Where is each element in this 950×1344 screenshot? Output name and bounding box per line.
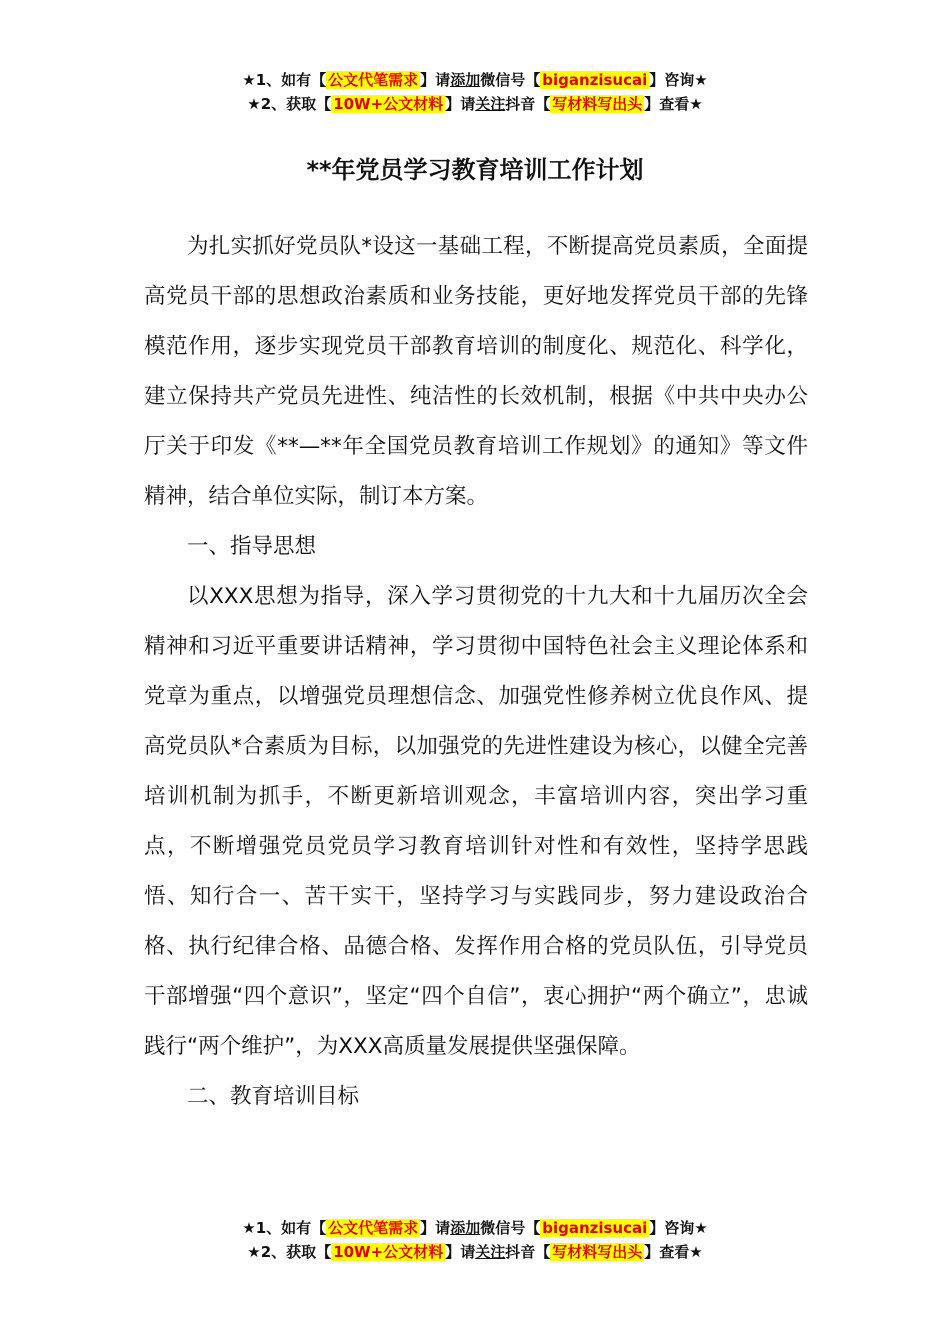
promo-underline: 关注 xyxy=(475,95,506,113)
promo-line-1 xyxy=(0,68,950,92)
promo-underline: 添加 xyxy=(450,1219,481,1237)
promo-highlight-wechat-id: biganzisucai xyxy=(542,1219,648,1237)
promo-highlight: 10W+公文材料 xyxy=(333,1243,444,1261)
promo-text: 微信号【 xyxy=(480,71,541,89)
promo-text: 】请 xyxy=(420,1219,451,1237)
promo-underline: 关注 xyxy=(475,1243,506,1261)
promo-text: ★2、获取【 xyxy=(247,95,332,113)
promo-text: ★1、如有【 xyxy=(242,1219,327,1237)
promo-highlight: 10W+公文材料 xyxy=(333,95,444,113)
promo-text: 】咨询★ xyxy=(649,1219,708,1237)
document-body xyxy=(144,222,808,1122)
promo-text: 】请 xyxy=(420,71,451,89)
promo-banner-top xyxy=(0,68,950,116)
promo-text: ★1、如有【 xyxy=(242,71,327,89)
section-heading-guiding-thought: 一、指导思想 xyxy=(187,534,317,559)
promo-text: ★2、获取【 xyxy=(247,1243,332,1261)
promo-highlight-douyin-id: 写材料写出头 xyxy=(552,95,643,113)
promo-highlight-wechat-id: biganzisucai xyxy=(542,71,648,89)
promo-text: 】查看★ xyxy=(644,1243,703,1261)
paragraph-guiding-thought: 以XXX思想为指导，深入学习贯彻党的十九大和十九届历次全会精神和习近平重要讲话精神，学习贯彻中国特色社会主义理论体系和党章为重点，以增强党员理想信念、加强党性修养树立优良作风、提高党员队*合素质为目标，以加强党的先进性建设为核心，以健全完善培训机制为抓手，不断更新培训观念，丰富培训内容，突出学习重点，不断增强党员党员学习教育培训针对性和有效性，坚持学思践悟、知行合一、苦干实干，坚持学习与实践同步，努力建设政治合格、执行纪律合格、品德合格、发挥作用合格的党员队伍，引导党员干部增强“四个意识”，坚定“四个自信”，衷心拥护“两个确立”，忠诚践行“两个维护”，为XXX高质量发展提供坚强保障。 xyxy=(144,584,808,1059)
promo-text: 抖音【 xyxy=(505,1243,551,1261)
promo-text: 微信号【 xyxy=(480,1219,541,1237)
promo-highlight: 公文代笔需求 xyxy=(328,1219,419,1237)
promo-underline: 添加 xyxy=(450,71,481,89)
promo-line-1 xyxy=(0,1216,950,1240)
promo-line-2 xyxy=(0,1240,950,1264)
paragraph-intro: 为扎实抓好党员队*设这一基础工程，不断提高党员素质，全面提高党员干部的思想政治素质和业务技能，更好地发挥党员干部的先锋模范作用，逐步实现党员干部教育培训的制度化、规范化、科学化，建立保持共产党员先进性、纯洁性的长效机制，根据《中共中央办公厅关于印发《**—**年全国党员教育培训工作规划》的通知》等文件精神，结合单位实际，制订本方案。 xyxy=(144,234,808,509)
promo-text: 】查看★ xyxy=(644,95,703,113)
promo-text: 抖音【 xyxy=(505,95,551,113)
promo-highlight: 公文代笔需求 xyxy=(328,71,419,89)
promo-highlight-douyin-id: 写材料写出头 xyxy=(552,1243,643,1261)
promo-banner-bottom xyxy=(0,1216,950,1264)
promo-text: 】请 xyxy=(445,1243,476,1261)
promo-text: 】咨询★ xyxy=(649,71,708,89)
promo-text: 】请 xyxy=(445,95,476,113)
document-title: **年党员学习教育培训工作计划 xyxy=(306,156,644,184)
section-heading-training-goals: 二、教育培训目标 xyxy=(187,1084,360,1109)
promo-line-2 xyxy=(0,92,950,116)
